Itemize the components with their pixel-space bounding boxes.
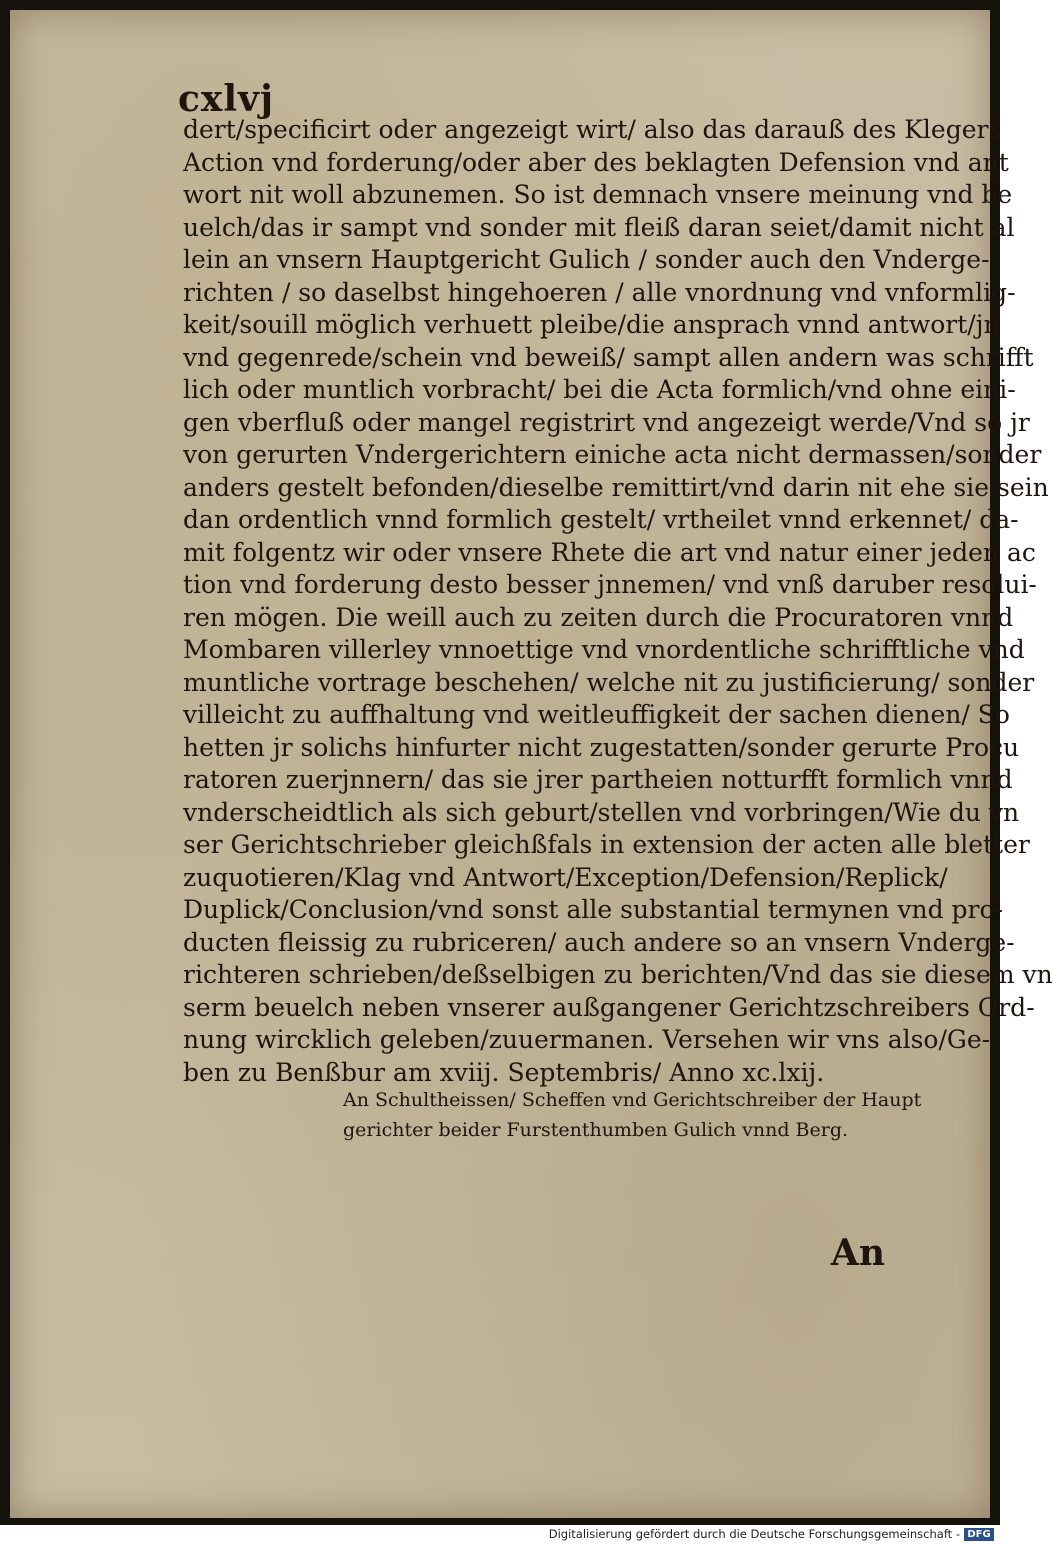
funding-credit: Digitalisierung gefördert durch die Deutsche Forschungsgemeinschaft - (548, 1527, 960, 1541)
text-line: hetten jr solichs hinfurter nicht zugestatten/sonder gerurte Procu (183, 732, 1020, 762)
text-line: Mombaren villerley vnnoettige vnd vnordentliche schrifftliche vnd (183, 635, 1025, 664)
text-line: uelch/das ir sampt vnd sonder mit fleiß daran seiet/damit nicht al (183, 212, 1015, 242)
text-line: villeicht zu auffhaltung vnd weitleuffigkeit der sachen dienen/ So (183, 700, 1010, 729)
address-line: gerichter beider Furstenthumben Gulich vnnd Berg. (343, 1119, 849, 1141)
text-line: muntliche vortrage beschehen/ welche nit zu justificierung/ sonder (183, 667, 1035, 697)
text-line: anders gestelt befonden/dieselbe remittirt/vnd darin nit ehe sie sein (183, 472, 1049, 502)
text-line: serm beuelch neben vnserer außgangener Gerichtzschreibers Ord- (183, 992, 1035, 1022)
text-line: lein an vnsern Hauptgericht Gulich / sonder auch den Vnderge- (183, 245, 990, 274)
text-line-last: ben zu Benßbur am xviij. Septembris/ Anno xc.lxij. (183, 1057, 825, 1087)
footer-bar (0, 1525, 1000, 1545)
text-line: Duplick/Conclusion/vnd sonst alle substantial termynen vnd pro- (183, 895, 1004, 924)
text-line: vnderscheidtlich als sich geburt/stellen vnd vorbringen/Wie du vn (183, 797, 1020, 827)
text-line: ducten fleissig zu rubriceren/ auch andere so an vnsern Vnderge- (183, 927, 1015, 957)
text-line: von gerurten Vndergerichtern einiche acta nicht dermassen/sonder (183, 440, 1042, 469)
folio-number: cxlvj (178, 78, 275, 120)
text-line: ser Gerichtschrieber gleichßfals in extension der acten alle bletter (183, 830, 1030, 859)
text-line: ratoren zuerjnnern/ das sie jrer partheien notturfft formlich vnnd (183, 765, 1013, 794)
text-line: keit/souill möglich verhuett pleibe/die ansprach vnnd antwort/jn (183, 310, 1000, 339)
text-line: richten / so daselbst hingehoeren / alle vnordnung vnd vnformlig- (183, 277, 1016, 307)
text-line: richteren schrieben/deßselbigen zu berichten/Vnd das sie diesem vn (183, 960, 1053, 989)
text-line: dert/specificirt oder angezeigt wirt/ also das darauß des Klegers (183, 115, 1002, 144)
address-line: An Schultheissen/ Scheffen vnd Gerichtschreiber der Haupt (343, 1089, 922, 1111)
text-line: lich oder muntlich vorbracht/ bei die Acta formlich/vnd ohne eini- (183, 375, 1016, 404)
text-line: gen vberfluß oder mangel registrirt vnd angezeigt werde/Vnd so jr (183, 407, 1030, 437)
body-text (183, 114, 1053, 1089)
text-line: vnd gegenrede/schein vnd beweiß/ sampt allen andern was schrifft (183, 342, 1034, 372)
text-line: ren mögen. Die weill auch zu zeiten durch die Procuratoren vnnd (183, 602, 1014, 632)
text-line: mit folgentz wir oder vnsere Rhete die art vnd natur einer jeden ac (183, 537, 1036, 567)
text-line: Action vnd forderung/oder aber des beklagten Defension vnd ant (183, 147, 1009, 177)
catchword: An (830, 1232, 885, 1274)
dfg-logo-icon: DFG (964, 1528, 994, 1541)
text-line: nung wircklich geleben/zuuermanen. Versehen wir vns also/Ge- (183, 1025, 991, 1054)
text-line: zuquotieren/Klag vnd Antwort/Exception/Defension/Replick/ (183, 862, 948, 892)
text-line: dan ordentlich vnnd formlich gestelt/ vrtheilet vnnd erkennet/ da- (183, 505, 1019, 534)
book-page (10, 10, 1053, 1518)
text-line: tion vnd forderung desto besser jnnemen/ vnd vnß daruber resolui- (183, 570, 1037, 599)
text-line: wort nit woll abzunemen. So ist demnach vnsere meinung vnd be (183, 180, 1013, 209)
address-block (343, 1085, 922, 1145)
